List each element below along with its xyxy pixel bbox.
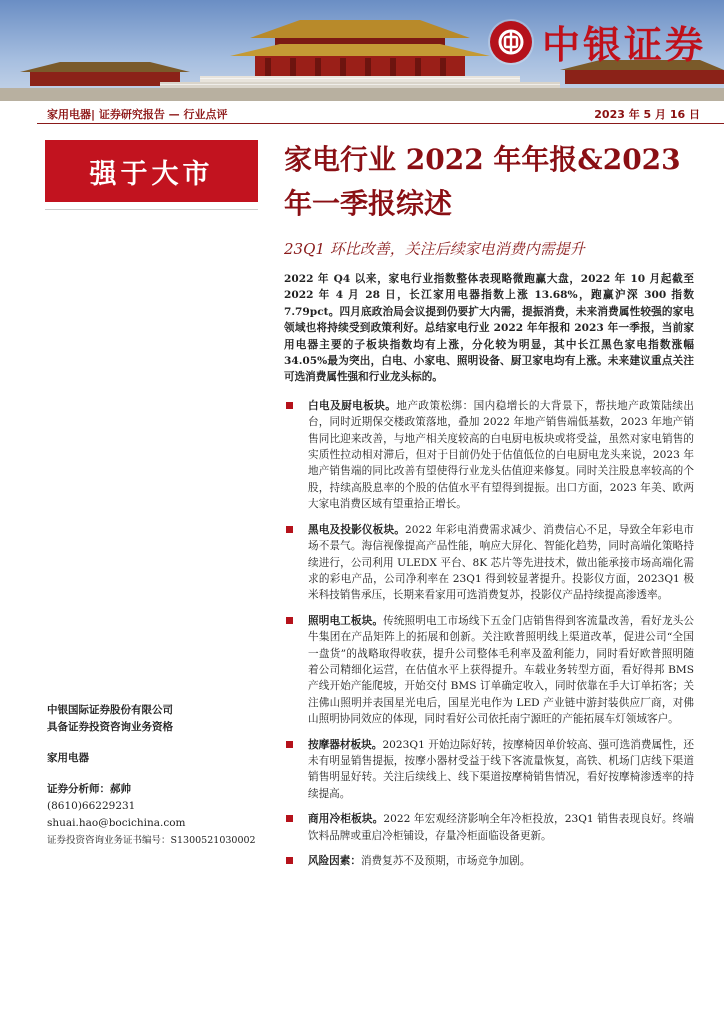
list-item xyxy=(284,398,694,513)
report-title: 家电行业 2022 年年报&2023 年一季报综述 xyxy=(284,143,681,220)
bullet-text: 传统照明电工市场线下五金门店销售得到客流量改善，看好龙头公牛集团在产品矩阵上的拓展和创新。关注欧普照明线上渠道改革，促进公司“全国一盘货”的战略取得收获，提升公司整体毛利率及盈利能力，同时看好欧普照明随着公司精细化运营，在估值水平上获得提升。车载业务转型方面，看好得邦 BMS 产线开始产能爬坡，开始交付 BMS 订单确定收入，同时依靠在手大订单拓客；关注佛山照明并表国星光电后，国星光电作为 LED 产业链中游封装供应厂商，对佛山照明协同效应的体现，同时看好公司依托南宁源旺的产能拓展车灯领域客户。 xyxy=(308,614,695,726)
analyst-name: 证券分析师：郝帅 xyxy=(47,783,131,795)
sector-label: 家用电器 xyxy=(47,752,89,764)
analyst-info xyxy=(47,702,262,849)
bullet-lead: 照明电工板块。 xyxy=(308,614,384,627)
bullet-square-icon xyxy=(286,526,293,533)
bullet-text: 2022 年彩电消费需求减少、消费信心不足，导致全年彩电市场不景气。海信视像提高产品性能，响应大屏化、智能化趋势，同时高端化策略持续进行，公司利用 ULEDX 平台、8K 芯片等先进技术，做出能承接市场高端化需求的彩电产品，公司净利率在 23Q1 得到较显著提升。投影仪方面，2023Q1 极米科技销售承压，长期来看家用可选消费复苏，投影仪产品持续提高渗透率。 xyxy=(308,523,695,602)
brand-name: 中银证券 xyxy=(541,23,706,67)
report-subtitle: 23Q1 环比改善，关注后续家电消费内需提升 xyxy=(284,240,585,258)
list-item xyxy=(284,613,694,728)
divider xyxy=(45,209,258,210)
report-category: 家用电器| 证券研究报告 — 行业点评 xyxy=(47,108,228,121)
left-sidebar xyxy=(37,124,266,1024)
bullet-square-icon xyxy=(286,815,293,822)
bullet-square-icon xyxy=(286,617,293,624)
rating-badge: 强于大市 xyxy=(45,140,258,202)
bullet-lead: 风险因素： xyxy=(308,855,361,867)
header-banner xyxy=(0,0,724,101)
bullet-square-icon xyxy=(286,857,293,864)
bullet-square-icon xyxy=(286,402,293,409)
summary-paragraph: 2022 年 Q4 以来，家电行业指数整体表现略微跑赢大盘，2022 年 10 月起截至 2022 年 4 月 28 日，长江家用电器指数上涨 13.68%，跑赢沪深 300 指数 7.79pct。四月底政治局会议提到仍要扩大内需，提振消费，未来消费属性较强的家电领域也将持续受到政策利好。总结家电行业 2022 年年报和 2023 年一季报，当前家用电器主要的子板块指数均有上涨，分化较为明显，其中长江黑色家电指数涨幅 34.05%最为突出，白电、小家电、照明设备、厨卫家电均有上涨。未来建议重点关注可选消费属性强和行业龙头标的。 xyxy=(284,273,694,384)
list-item xyxy=(284,522,694,604)
list-item xyxy=(284,811,694,844)
report-meta-strip xyxy=(37,101,724,124)
bullet-text: 地产政策松绑：国内稳增长的大背景下，帮扶地产政策陆续出台，同时近期保交楼政策落地，叠加 2022 年地产销售端低基数，2023 年地产销售同比迎来改善，与地产相关度较高的白电厨电板块或将受益，虽然对家电销售的实质性拉动相对滞后，但对于目前仍处于估值低位的白电厨电龙头来说，2023 年地产销售端的同比改善有望使得行业龙头估值迎来修复。同时关注股息率较高的个股，持续高股息率的个股的估值水平有望得到提振。出口方面，2023 年美、欧两大家电消费区域有望重拾正增长。 xyxy=(308,399,695,511)
bullet-text: 2022 年宏观经济影响全年冷柜投放，23Q1 销售表现良好。终端饮料品牌或重启冷柜铺设，存量冷柜面临设备更新。 xyxy=(308,813,694,842)
bullet-lead: 商用冷柜板块。 xyxy=(308,813,384,826)
bullet-text: 消费复苏不及预期，市场竞争加剧。 xyxy=(360,855,531,867)
bullet-lead: 黑电及投影仪板块。 xyxy=(308,523,406,536)
main-content xyxy=(284,124,694,878)
list-item xyxy=(284,737,694,803)
brand-logo xyxy=(490,14,706,69)
boc-logo-icon xyxy=(490,21,532,63)
company-name: 中银国际证券股份有限公司 xyxy=(47,704,173,716)
key-points-list xyxy=(284,398,694,870)
list-item xyxy=(284,853,694,869)
bullet-text: 2023Q1 开始边际好转，按摩椅因单价较高、强可选消费属性，还未有明显销售提振，按摩小器材受益于线下客流量恢复，高铁、机场门店线下渠道销售明显好转。关注后续线上、线下渠道按摩椅销售情况，看好按摩椅渗透率的持续提高。 xyxy=(308,738,694,800)
bullet-lead: 白电及厨电板块。 xyxy=(308,399,397,412)
analyst-phone: (8610)66229231 xyxy=(47,800,136,812)
license-number: 证券投资咨询业务证书编号：S1300521030002 xyxy=(47,835,256,846)
report-date: 2023 年 5 月 16 日 xyxy=(594,108,700,121)
analyst-email[interactable]: shuai.hao@bocichina.com xyxy=(47,817,186,829)
bullet-square-icon xyxy=(286,741,293,748)
bullet-lead: 按摩器材板块。 xyxy=(308,738,383,751)
qualification: 具备证券投资咨询业务资格 xyxy=(47,721,173,733)
